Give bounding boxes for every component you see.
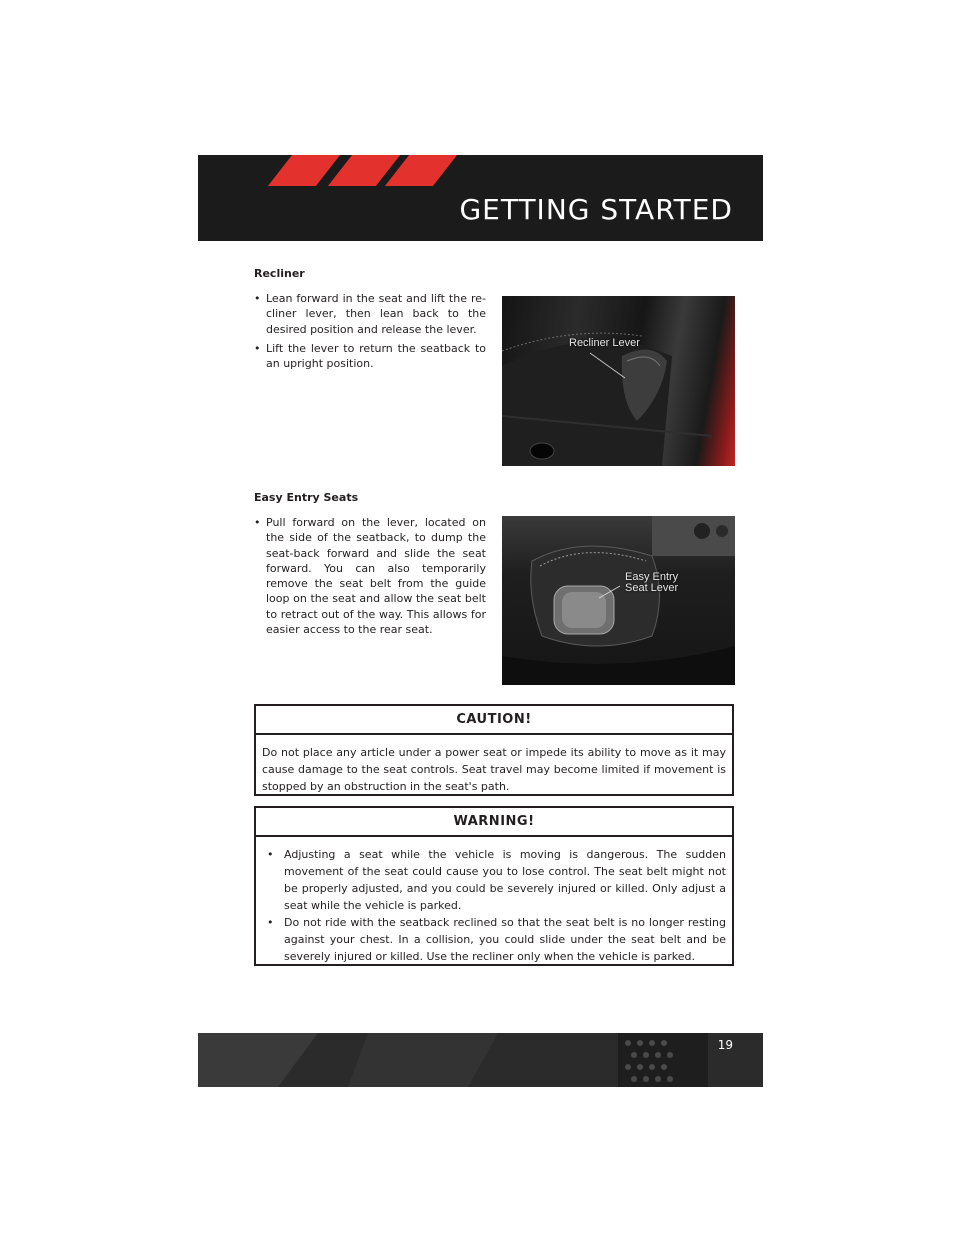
caution-text: Do not place any article under a power seat or impede its ability to move as it may cause damage to the seat controls. Seat travel may become limited if movement is stopped by an obstruction in the seat's path.: [262, 746, 726, 793]
warning-box: [254, 806, 734, 966]
easy-entry-photo: [502, 516, 735, 685]
easy-entry-lever-label-line2: Seat Lever: [625, 582, 679, 594]
easy-entry-photo-art: [502, 516, 735, 685]
section-title: GETTING STARTED: [459, 193, 733, 226]
easy-entry-bullets: [254, 515, 486, 641]
footer-band: [198, 1033, 763, 1087]
section-header: [198, 155, 763, 241]
list-item: • Lean forward in the seat and lift the re-cliner lever, then lean back to the desired position and release the lever.: [254, 291, 486, 337]
recliner-bullets: [254, 291, 486, 375]
recliner-lever-label: Recliner Lever: [569, 337, 640, 349]
caution-box: [254, 704, 734, 796]
list-item: • Lift the lever to return the seatback to an upright position.: [254, 341, 486, 372]
list-item: • Adjusting a seat while the vehicle is moving is dangerous. The sudden movement of the seat could cause you to lose control. The seat belt might not be properly adjusted, and you could be severely injured or killed. Only adjust a seat while the vehicle is parked.: [267, 846, 726, 914]
easy-entry-lever-label-line1: Easy Entry: [625, 571, 679, 583]
warning-title: WARNING!: [256, 808, 732, 837]
caution-title: CAUTION!: [256, 706, 732, 735]
easy-entry-heading: Easy Entry Seats: [254, 491, 359, 504]
recliner-photo-art: [502, 296, 735, 466]
recliner-photo: [502, 296, 735, 466]
accent-stripe: [268, 155, 340, 186]
footer-photo-art: [198, 1033, 763, 1087]
list-item: • Do not ride with the seatback reclined so that the seat belt is no longer resting against your chest. In a collision, you could slide under the seat belt and be severely injured or killed. Use the recliner only when the vehicle is parked.: [267, 914, 726, 965]
warning-body: [256, 837, 732, 975]
recliner-heading: Recliner: [254, 267, 305, 280]
list-item: • Pull forward on the lever, located on the side of the seatback, to dump the seat-back forward and slide the seat forward. You can also temporarily remove the seat belt from the guide loop on the seat and allow the seat belt to retract out of the way. This allows for easier access to the rear seat.: [254, 515, 486, 637]
page-number: 19: [717, 1038, 733, 1052]
